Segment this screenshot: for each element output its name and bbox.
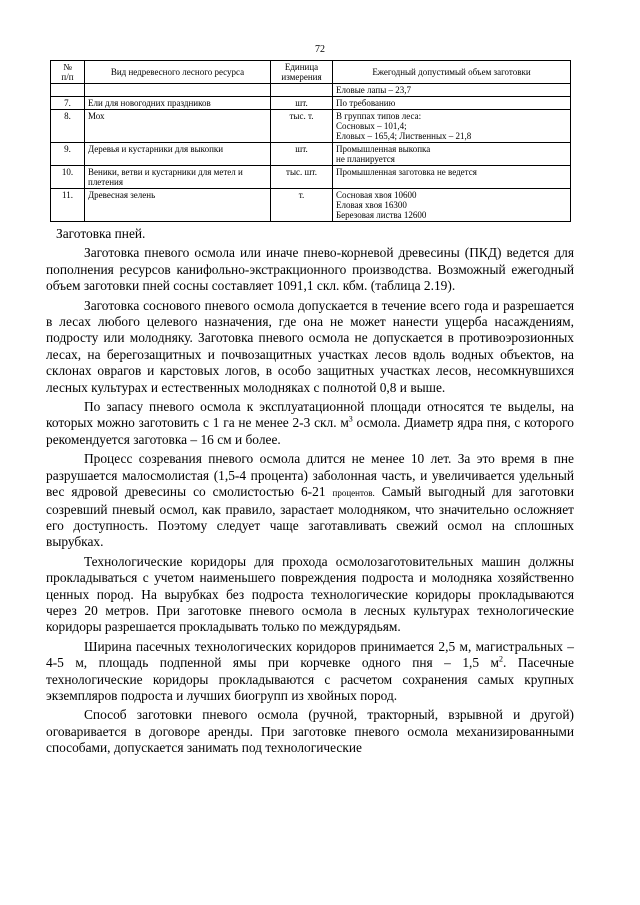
paragraph-3 [46,399,574,448]
cell-volume [333,189,571,222]
volume-line: не планируется [336,154,395,164]
table-row [51,166,571,189]
table-row [51,84,571,97]
paragraph-3-part-a: По запасу пневого осмола к эксплуатационной площади относятся те выделы, на которых можно заготовить с 1 га не менее 2-3 скл. м [46,399,574,431]
table-row [51,143,571,166]
paragraph-5: Технологические коридоры для прохода осмолозаготовительных машин должны прокладываться с учетом наименьшего повреждения подроста и молодняка хозяйственно ценных пород. На вырубках без подроста технологические коридоры прокладываются через 20 метров. При заготовке пневого осмола в лесных культурах технологические коридоры разрешается прокладывать только по междурядьям. [46,553,574,635]
volume-line: Сосновая хвоя 10600 [336,190,417,200]
paragraph-6-part-a: Ширина пасечных технологических коридоров принимается 2,5 м, магистральных – 4-5 м, площадь подпенной ямы при корчевке одного пня – 1,5 м [46,638,574,671]
cell-resource: Мох [85,110,271,143]
cell-unit [271,84,333,97]
cell-num: 9. [51,143,85,166]
paragraph-6 [46,639,574,705]
volume-line: Еловая хвоя 16300 [336,200,407,210]
cell-num: 8. [51,110,85,143]
table-row [51,110,571,143]
table-row [51,189,571,222]
cell-volume [333,143,571,166]
volume-line: Промышленная заготовка не ведется [336,167,477,177]
body-text [46,226,574,757]
cell-volume [333,166,571,189]
volume-line: По требованию [336,98,396,108]
paragraph-4-part-b: Самый выгодный для заготовки созревший пневый осмол, как правило, зарастает молодняком, что значительно осложняет его доступность. Поэтому следует чаще заготавливать свежий осмол на сплошных вырубках. [46,484,575,550]
superscript-cubic: 3 [348,415,353,424]
paragraph-2: Заготовка соснового пневого осмола допускается в течение всего года и разрешается в лесах любого целевого назначения, где она не может нанести ущерба насаждениям, подросту или молодняку. Заготовка пневого осмола не допускается в противоэрозионных лесах, на берегозащитных и почвозащитных участках лесов вдоль водных объектов, на склонах оврагов и карстовых логов, в особо защитных участках лесов, несомкнувшихся лесных культурах и естественных молодняках с полнотой 0,8 и выше. [46,297,574,395]
volume-line: В группах типов леса: [336,111,422,121]
cell-unit: тыс. т. [271,110,333,143]
header-volume: Ежегодный допустимый объем заготовки [333,61,571,84]
paragraph-1: Заготовка пневого осмола или иначе пнево-корневой древесины (ПКД) ведется для пополнения ресурсов канифольно-экстракционного производства. Возможный ежегодный объем заготовки пней сосны составляет 1091,1 скл. кбм. (таблица 2.19). [46,245,574,294]
cell-num [51,84,85,97]
cell-unit: тыс. шт. [271,166,333,189]
cell-resource: Деревья и кустарники для выкопки [85,143,271,166]
cell-num: 10. [51,166,85,189]
cell-num: 11. [51,189,85,222]
paragraph-3-part-b: осмола. Диаметр ядра пня, с которого рекомендуется заготовка – 16 см и более. [46,415,574,447]
resource-table [50,60,571,222]
paragraph-4 [46,451,574,550]
cell-num: 7. [51,97,85,110]
cell-unit: т. [271,189,333,222]
cell-volume [333,84,571,97]
volume-line: Сосновых – 101,4; [336,121,407,131]
volume-line: Еловые лапы – 23,7 [336,85,412,95]
table-row [51,97,571,110]
cell-resource: Ели для новогодних праздников [85,97,271,110]
header-num: № п/п [51,61,85,84]
cell-unit: шт. [271,143,333,166]
section-heading: Заготовка пней. [56,226,146,241]
superscript-square: 2 [499,654,503,664]
cell-volume [333,110,571,143]
volume-line: Промышленная выкопка [336,144,431,154]
cell-resource: Древесная зелень [85,189,271,222]
volume-line: Березовая листва 12600 [336,210,427,220]
paragraph-4-small-word: процентов. [332,488,375,499]
cell-resource [85,84,271,97]
header-resource: Вид недревесного лесного ресурса [85,61,271,84]
paragraph-7: Способ заготовки пневого осмола (ручной, тракторный, взрывной и другой) оговаривается в договоре аренды. При заготовке пневого осмола механизированными способами, допускается занимать под технологические [46,707,574,756]
header-unit: Единица измерения [271,61,333,84]
table-header-row [51,61,571,84]
paragraph-6-part-b: . Пасечные технологические коридоры прокладываются с расчетом сохранения самых крупных экземпляров подроста и лучших биогрупп из хвойных пород. [46,655,574,703]
cell-volume [333,97,571,110]
cell-resource: Веники, ветви и кустарники для метел и плетения [85,166,271,189]
volume-line: Еловых – 165,4; Лиственных – 21,8 [336,131,472,141]
paragraph-4-part-a: Процесс созревания пневого осмола длится не менее 10 лет. За это время в пне разрушается малосмолистая (1,5-4 процента) заболонная часть, и увеличивается удельный вес ядровой древесины со смолистостью 6-21 [46,451,574,500]
page-number: 72 [315,44,325,55]
cell-unit: шт. [271,97,333,110]
